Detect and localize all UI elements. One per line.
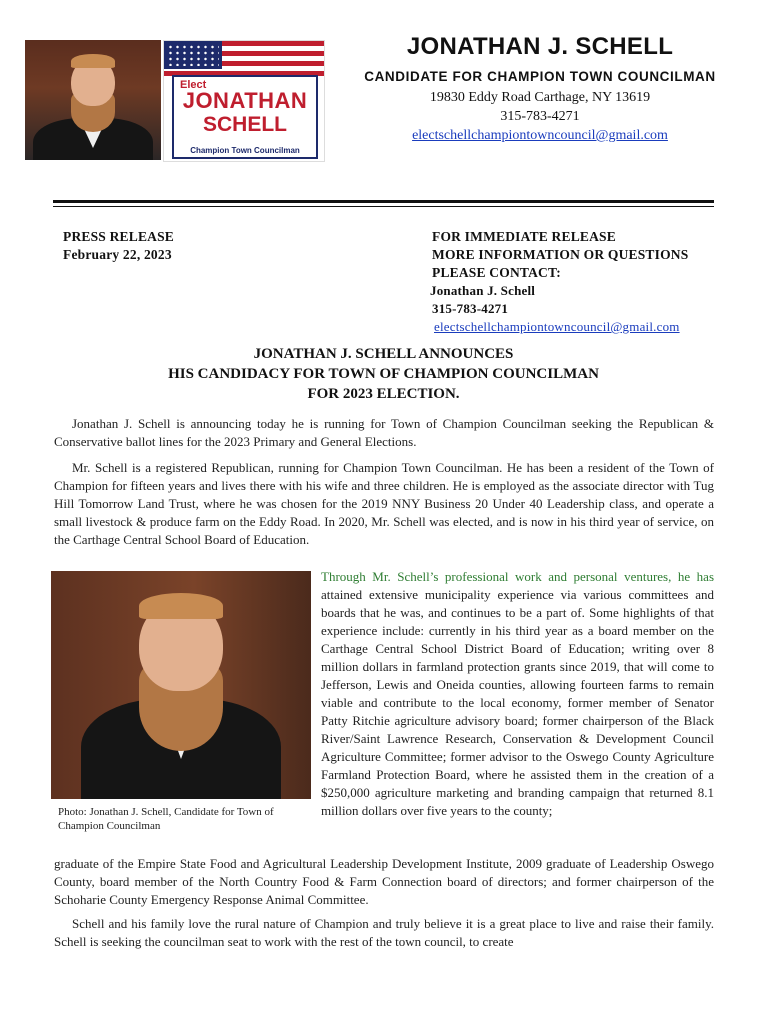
sign-last-name: SCHELL <box>203 113 287 136</box>
campaign-sign-image <box>163 40 325 162</box>
letterhead-name: JONATHAN J. SCHELL <box>406 33 674 60</box>
sign-subtitle: Champion Town Councilman <box>190 146 300 155</box>
highlighted-text: Through Mr. Schell’s professional work and personal ventures, he has <box>321 569 714 584</box>
body-paragraph-3-continued: graduate of the Empire State Food and Agricultural Leadership Development Institute, 2009 graduate of Leadership Oswego County, board member of the North Country Food & Farm Connection board of directors; and former chairperson of the Schoharie County Emergency Response Animal Committee. <box>54 856 714 907</box>
divider-thick <box>53 200 714 203</box>
please-contact-label: PLEASE CONTACT: <box>432 265 561 280</box>
press-release-label: PRESS RELEASE <box>63 229 175 244</box>
candidate-header-photo <box>25 40 161 160</box>
letterhead-email-link[interactable]: electschellchampiontowncouncil@gmail.com <box>412 128 668 143</box>
body-paragraph-1: Jonathan J. Schell is announcing today he is running for Town of Champion Councilman seeking the Republican & Conservative ballot lines for the 2023 Primary and General Elections. <box>54 416 714 449</box>
body-paragraph-3 <box>321 568 714 820</box>
contact-name: Jonathan J. Schell <box>430 283 536 298</box>
more-info-label: MORE INFORMATION OR QUESTIONS <box>432 247 689 262</box>
headline-line-1: JONATHAN J. SCHELL ANNOUNCES <box>253 346 514 362</box>
body-paragraph-4: Schell and his family love the rural nature of Champion and truly believe it is a great place to live and raise their family. Schell is seeking the councilman seat to work with the rest of the town council, to create <box>54 916 714 949</box>
letterhead-address: 19830 Eddy Road Carthage, NY 13619 <box>429 90 651 105</box>
candidate-photo <box>51 571 311 799</box>
letterhead-title: CANDIDATE FOR CHAMPION TOWN COUNCILMAN <box>364 69 716 84</box>
letterhead-phone: 315-783-4271 <box>500 109 580 124</box>
body-paragraph-2: Mr. Schell is a registered Republican, running for Champion Town Councilman. He has been a resident of the Town of Champion for fifteen years and lives there with his wife and three children. He is employed as the associate director with Tug Hill Tomorrow Land Trust, where he was chosen for the 2019 NNY Business 20 Under 40 Leadership class, and operate a small livestock & produce farm on the Eddy Road. In 2020, Mr. Schell was elected, and is now in his third year of service, on the Carthage Central School Board of Education. <box>54 460 714 547</box>
headline-line-2: HIS CANDIDACY FOR TOWN OF CHAMPION COUNCILMAN <box>168 366 599 382</box>
divider-thin <box>53 206 714 207</box>
sign-elect-text: Elect <box>180 79 207 91</box>
press-headline <box>53 344 714 404</box>
candidate-figure <box>51 571 311 799</box>
contact-phone: 315-783-4271 <box>432 301 509 316</box>
headline-line-3: FOR 2023 ELECTION. <box>307 386 460 402</box>
body-paragraph-3-text: attained extensive municipality experience via various committees and boards that he was, and continues to be a part of. Some highlights of that experience include: currently in his third year as a board member on the Carthage Central School District Board of Education; writing over 8 million dollars in farmland protection grants since 2019, that will come to Jefferson, Lewis and Oneida counties, allowing fourteen farms to remain viable and contribute to the local economy, former member of Senator Patty Ritchie agriculture advisory board; former chairperson of the Black River/Saint Lawrence Research, Conservation & Development Council Agriculture Committee; former advisor to the Oswego County Agriculture Farmland Protection Board, where he assisted them in the creation of a $250,000 agriculture marketing and branding campaign that returned 8.1 million dollars over five years to the county; <box>321 587 714 818</box>
sign-first-name: JONATHAN <box>182 88 308 113</box>
contact-email-link[interactable]: electschellchampiontowncouncil@gmail.com <box>434 319 680 334</box>
immediate-release-label: FOR IMMEDIATE RELEASE <box>432 229 616 244</box>
release-date: February 22, 2023 <box>63 247 172 262</box>
photo-caption: Photo: Jonathan J. Schell, Candidate for Town of Champion Councilman <box>58 806 274 832</box>
candidate-figure <box>25 40 161 160</box>
